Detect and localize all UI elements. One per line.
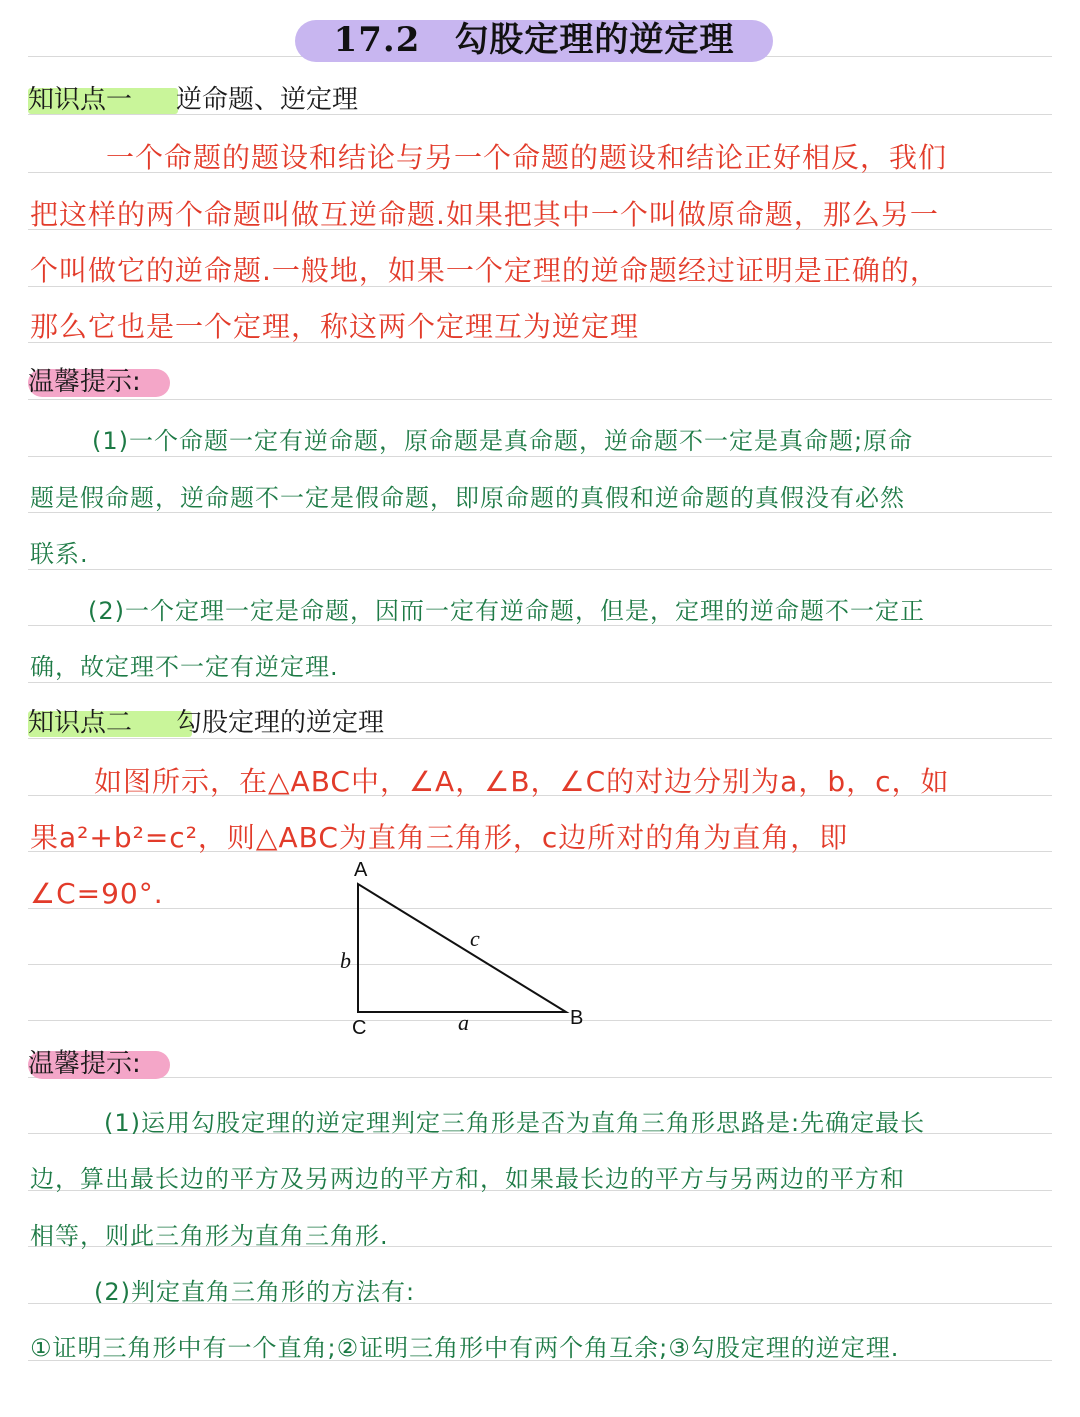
- vertex-b-label: B: [570, 1007, 584, 1029]
- section2-line-2: 果a²+b²=c²，则△ABC为直角三角形，c边所对的角为直角，即: [30, 821, 849, 854]
- tip2-line-4: (2)判定直角三角形的方法有:: [94, 1278, 416, 1306]
- right-triangle-diagram: [330, 850, 600, 1040]
- side-b-label: b: [340, 948, 351, 973]
- title-number: 17.2: [333, 20, 421, 60]
- section1-heading: [28, 82, 358, 118]
- section1-line-2: 把这样的两个命题叫做互逆命题.如果把其中一个叫做原命题，那么另一: [30, 198, 939, 231]
- tip1-line-2: 题是假命题，逆命题不一定是假命题，即原命题的真假和逆命题的真假没有必然: [30, 484, 905, 512]
- section2-topic: 勾股定理的逆定理: [176, 708, 385, 738]
- tip1-heading: [28, 364, 141, 400]
- vertex-c-label: C: [352, 1017, 367, 1039]
- section2-line-3: ∠C=90°.: [30, 877, 164, 910]
- section1-line-1: 一个命题的题设和结论与另一个命题的题设和结论正好相反，我们: [106, 141, 948, 174]
- tip1-line-3: 联系.: [30, 540, 89, 568]
- page-title: [295, 16, 773, 64]
- tip2-line-3: 相等，则此三角形为直角三角形.: [30, 1222, 389, 1250]
- tip1-label: 温馨提示:: [28, 367, 141, 397]
- tip1-line-4: (2)一个定理一定是命题，因而一定有逆命题，但是，定理的逆命题不一定正: [88, 597, 925, 625]
- section1-topic: 逆命题、逆定理: [176, 85, 359, 115]
- rule-line: [28, 1077, 1052, 1078]
- section1-line-4: 那么它也是一个定理，称这两个定理互为逆定理: [30, 310, 640, 343]
- section1-line-3: 个叫做它的逆命题.一般地，如果一个定理的逆命题经过证明是正确的，: [30, 254, 939, 287]
- tip1-line-5: 确，故定理不一定有逆定理.: [30, 653, 339, 681]
- section2-line-1: 如图所示，在△ABC中，∠A，∠B，∠C的对边分别为a，b，c，如: [94, 765, 950, 798]
- rule-line: [28, 569, 1052, 570]
- title-text: 勾股定理的逆定理: [454, 20, 735, 60]
- tip2-line-1: (1)运用勾股定理的逆定理判定三角形是否为直角三角形思路是:先确定最长: [104, 1109, 926, 1137]
- section2-label: 知识点二: [28, 708, 133, 738]
- triangle-shape: [358, 884, 566, 1012]
- tip2-heading: [28, 1046, 141, 1082]
- rule-line: [28, 399, 1052, 400]
- tip2-line-2: 边，算出最长边的平方及另两边的平方和，如果最长边的平方与另两边的平方和: [30, 1165, 905, 1193]
- tip1-line-1: (1)一个命题一定有逆命题，原命题是真命题，逆命题不一定是真命题;原命: [92, 427, 914, 455]
- side-a-label: a: [458, 1010, 469, 1035]
- tip2-label: 温馨提示:: [28, 1049, 141, 1079]
- section2-heading: [28, 705, 384, 741]
- side-c-label: c: [470, 926, 480, 951]
- vertex-a-label: A: [354, 859, 368, 881]
- section1-label: 知识点一: [28, 85, 133, 115]
- tip2-line-5: ①证明三角形中有一个直角;②证明三角形中有两个角互余;③勾股定理的逆定理.: [30, 1334, 900, 1362]
